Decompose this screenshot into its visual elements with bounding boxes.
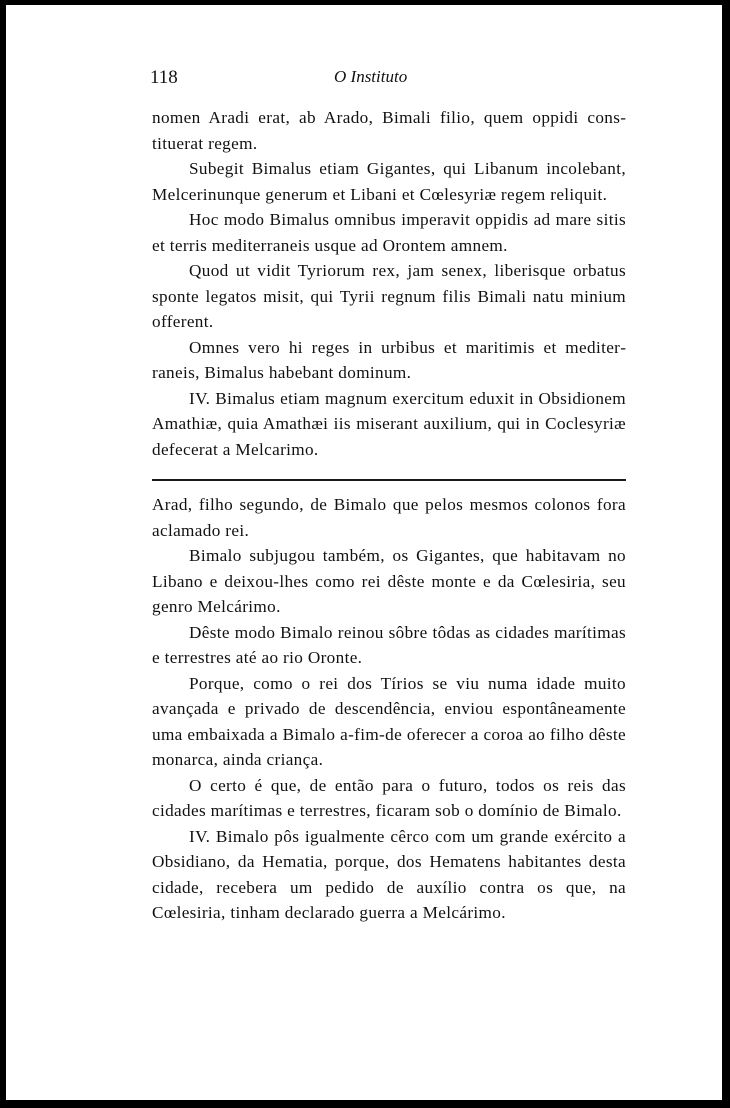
portuguese-paragraph: Arad, filho segundo, de Bimalo que pelos mesmos colonos fora aclamado rei. (152, 495, 626, 540)
page-number: 118 (150, 67, 178, 88)
latin-text-block (152, 105, 626, 462)
latin-paragraph: Quod ut vidit Tyriorum rex, jam senex, liberisque orbatus sponte legatos misit, qui Tyrii regnum filis Bimali natu minium offerent. (152, 261, 626, 331)
portuguese-paragraph: Bimalo subjugou também, os Gigantes, que habitavam no Libano e deixou-lhes como rei dêste monte e da Cœlesiria, seu genro Melcárimo. (152, 546, 626, 616)
latin-paragraph: IV. Bimalus etiam magnum exercitum eduxit in Obsidionem Amathiæ, quia Amathæi iis miserant auxilium, qui in Coclesyriæ defecerat a Melcarimo. (152, 388, 626, 459)
portuguese-paragraph: Dêste modo Bimalo reinou sôbre tôdas as cidades marítimas e terrestres até ao rio Oronte. (152, 622, 626, 667)
portuguese-text-block (152, 492, 626, 926)
section-divider (152, 479, 626, 481)
running-head: O Instituto (334, 67, 408, 86)
portuguese-paragraph: Porque, como o rei dos Tírios se viu numa idade muito avançada e privado de descendência, enviou espontâneamente uma embaixada a Bimalo a-fim-de oferecer a coroa ao filho dêste monarca, ainda criança. (152, 673, 626, 769)
latin-paragraph: Omnes vero hi reges in urbibus et maritimis et mediterraneis, Bimalus habebant dominum. (152, 337, 626, 382)
page-header (6, 65, 722, 95)
portuguese-paragraph: O certo é que, de então para o futuro, todos os reis das cidades marítimas e terrestres, ficaram sob o domínio de Bimalo. (152, 775, 626, 820)
portuguese-paragraph: IV. Bimalo pôs igualmente cêrco com um grande exército a Obsidiano, da Hematia, porque, dos Hematens habitantes desta cidade, recebera um pedido de auxílio contra os que, na Cœlesiria, tinham declarado guerra a Melcárimo. (152, 826, 626, 922)
latin-paragraph: Subegit Bimalus etiam Gigantes, qui Libanum incolebant, Melcerinunque generum et Libani et Cœlesyriæ regem reliquit. (152, 159, 626, 204)
latin-paragraph: nomen Aradi erat, ab Arado, Bimali filio, quem oppidi constituerat regem. (152, 108, 626, 153)
latin-paragraph: Hoc modo Bimalus omnibus imperavit oppidis ad mare sitis et terris mediterraneis usque ad Orontem amnem. (152, 210, 626, 255)
book-page (6, 5, 722, 1100)
